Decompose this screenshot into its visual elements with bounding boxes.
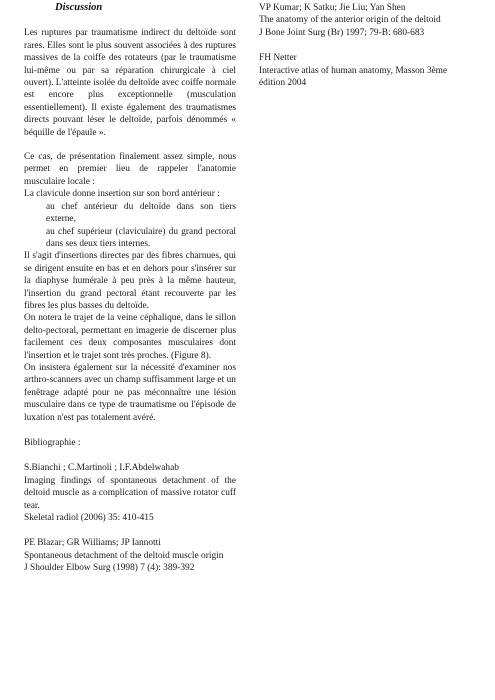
bibliography-heading: Bibliographie : — [24, 438, 81, 448]
reference-entry — [24, 462, 236, 524]
reference-authors: FH Netter — [259, 53, 297, 64]
list-item: au chef antérieur du deltoïde dans son tiers externe, — [46, 201, 236, 225]
reference-source: Skeletal radiol (2006) 35: 410-415 — [24, 513, 154, 524]
section-heading: Discussion — [55, 2, 103, 13]
reference-title: Interactive atlas of human anatomy, Masson 3ème édition 2004 — [259, 65, 448, 89]
reference-title: Spontaneous detachment of the deltoid muscle origin — [24, 550, 224, 561]
paragraph: Les ruptures par traumatisme indirect du deltoïde sont rares. Elles sont le plus souvent associées à des ruptures massives de la coiffe des rotateurs (par le traumatisme lui-même ou par sa réparation chirurgicale à ciel ouvert). L'atteinte isolée du deltoïde avec coiffe normale est encore plus exceptionnelle (musculation essentiellement). Il existe également des traumatismes directs pouvant léser le deltoïde, parfois dénommés « béquille de l'épaule ». — [24, 28, 236, 138]
list-item: au chef supérieur (claviculaire) du grand pectoral dans ses deux tiers internes. — [46, 226, 236, 249]
paragraph: La clavicule donne insertion sur son bord antérieur : — [24, 189, 220, 200]
reference-title: Imaging findings of spontaneous detachment of the deltoid muscle as a complication of massive rotator cuff tear. — [24, 475, 236, 511]
reference-title: The anatomy of the anterior origin of the deltoid — [259, 15, 441, 26]
paragraph: Il s'agit d'insertions directes par des fibres charnues, qui se dirigent ensuite en bas et en dehors pour s'insérer sur la diaphyse humérale à peu près à la même hauteur, l'insertion du grand pectoral étant recouverte par les fibres les plus basses du deltoïde. — [24, 251, 236, 311]
paragraph: On insistera également sur la nécessité d'examiner nos arthro-scanners avec un champ suffisamment large et un fenêtrage adapté pour ne pas méconnaître une lésion musculaire dans ce type de traumatisme ou l'épisode de luxation n'est pas totalement avéré. — [24, 362, 236, 423]
reference-authors: PE Blazar; GR Williams; JP Iannotti — [24, 538, 161, 549]
reference-source: J Shoulder Elbow Surg (1998) 7 (4): 389-392 — [24, 563, 195, 574]
reference-entry — [259, 2, 473, 39]
reference-entry — [259, 52, 473, 89]
paragraph: On notera le trajet de la veine céphalique, dans le sillon delto-pectoral, permettant en imagerie de discerner plus facilement ces deux composantes musculaires dont l'insertion et le trajet sont très proches. (Figure 8). — [24, 313, 236, 361]
reference-entry — [24, 537, 236, 574]
right-column — [259, 2, 473, 89]
reference-source: J Bone Joint Surg (Br) 1997; 79-B: 680-683 — [259, 27, 425, 38]
paragraph: Ce cas, de présentation finalement assez simple, nous permet en premier lieu de rappeler l'anatomie musculaire locale : — [24, 152, 236, 187]
left-column — [24, 2, 236, 575]
reference-authors: S.Bianchi ; C.Martinoli ; I.F.Abdelwahab — [24, 463, 179, 474]
reference-authors: VP Kumar; K Satku; Jie Liu; Yan Shen — [259, 3, 406, 13]
